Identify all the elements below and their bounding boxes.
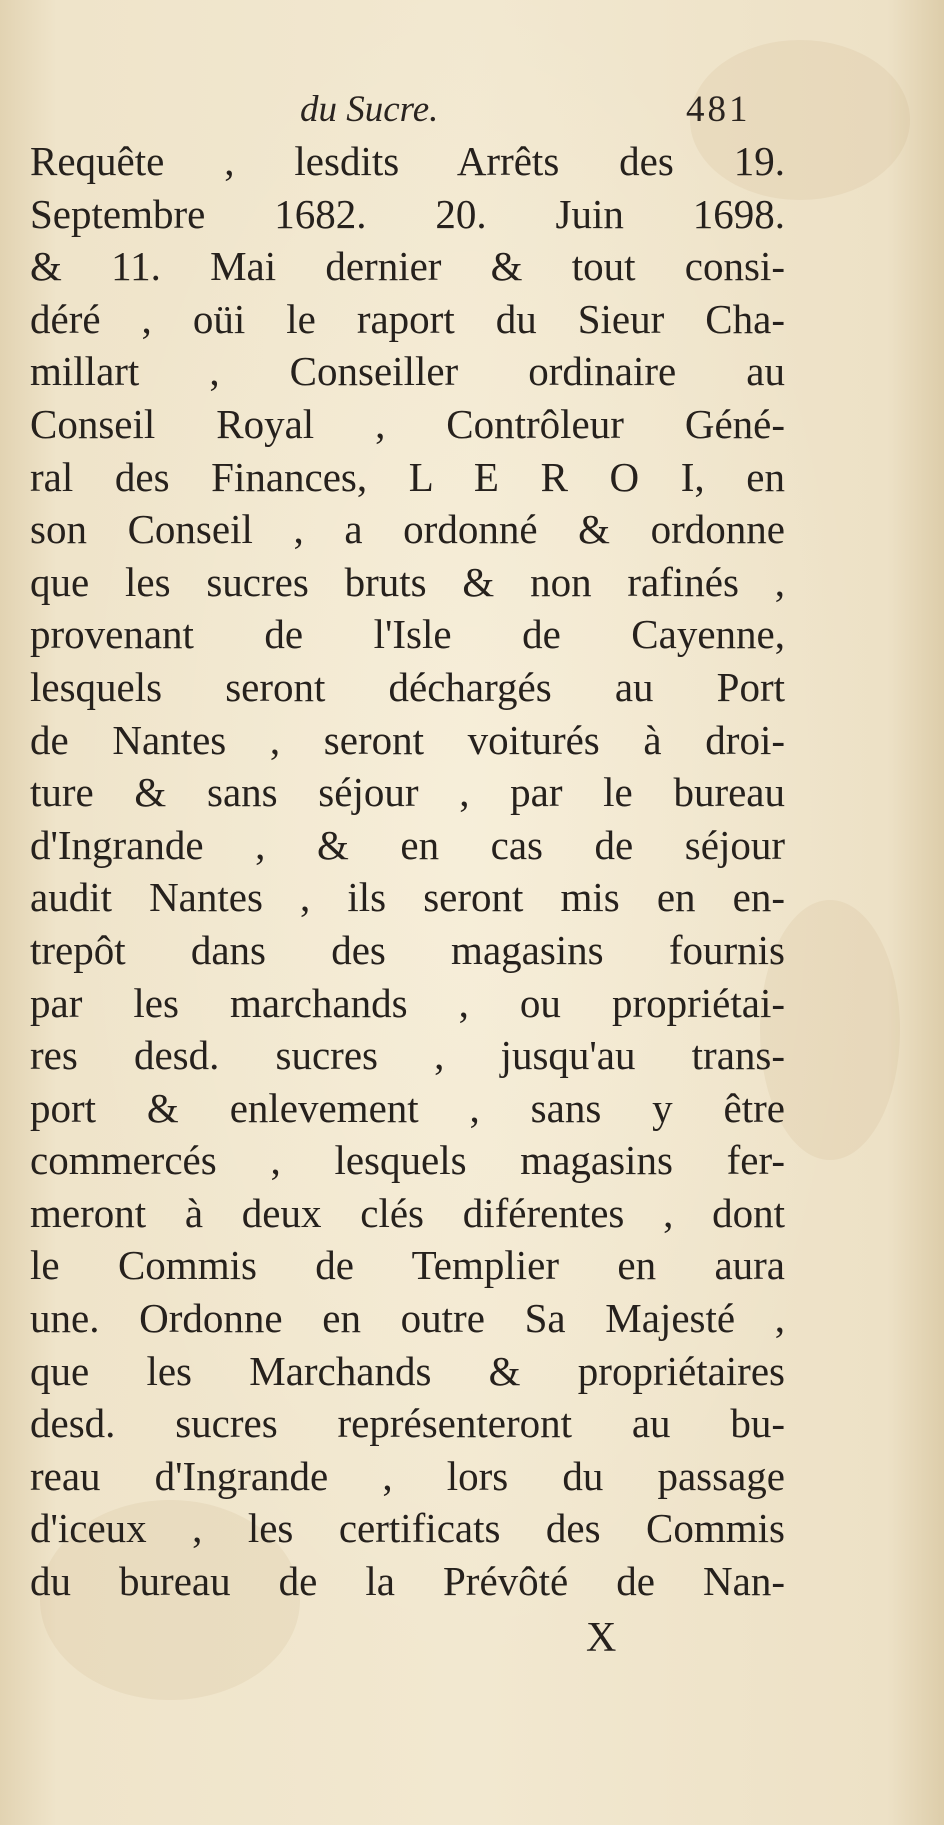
text-line: meront à deux clés diférentes , dont — [30, 1189, 785, 1236]
text-line: ture & sans séjour , par le bureau — [30, 769, 785, 816]
body-text — [30, 135, 785, 1608]
text-line: lesquels seront déchargés au Port — [30, 663, 785, 710]
page-header — [0, 88, 944, 138]
text-line: Conseil Royal , Contrôleur Géné- — [30, 400, 785, 447]
text-line: une. Ordonne en outre Sa Majesté , — [30, 1295, 785, 1342]
text-line: & 11. Mai dernier & tout consi- — [30, 243, 785, 290]
text-line: trepôt dans des magasins fournis — [30, 926, 785, 973]
text-line: de Nantes , seront voiturés à droi- — [30, 716, 785, 763]
text-line: provenant de l'Isle de Cayenne, — [30, 611, 785, 658]
text-line: reau d'Ingrande , lors du passage — [30, 1452, 785, 1499]
text-line: port & enlevement , sans y être — [30, 1084, 785, 1131]
text-line: millart , Conseiller ordinaire au — [30, 348, 785, 395]
text-line: que les sucres bruts & non rafinés , — [30, 558, 785, 605]
text-line: audit Nantes , ils seront mis en en- — [30, 874, 785, 921]
text-line: le Commis de Templier en aura — [30, 1242, 785, 1289]
page-number: 481 — [686, 89, 751, 130]
text-line: Requête , lesdits Arrêts des 19. — [30, 138, 785, 184]
text-line: par les marchands , ou propriétai- — [30, 979, 785, 1026]
text-line: desd. sucres représenteront au bu- — [30, 1400, 785, 1447]
text-line: res desd. sucres , jusqu'au trans- — [30, 1032, 785, 1079]
catchword: X — [586, 1615, 617, 1661]
text-line: du bureau de la Prévôté de Nan- — [30, 1558, 785, 1605]
running-head: du Sucre. — [300, 89, 439, 130]
text-line: Septembre 1682. 20. Juin 1698. — [30, 190, 785, 237]
text-line: que les Marchands & propriétaires — [30, 1347, 785, 1394]
text-line: son Conseil , a ordonné & ordonne — [30, 506, 785, 553]
text-line: déré , oüi le raport du Sieur Cha- — [30, 295, 785, 342]
text-line: commercés , lesquels magasins fer- — [30, 1137, 785, 1184]
text-line: d'Ingrande , & en cas de séjour — [30, 821, 785, 868]
text-line: d'iceux , les certificats des Commis — [30, 1505, 785, 1552]
text-line: ral des Finances, L E R O I, en — [30, 453, 785, 500]
